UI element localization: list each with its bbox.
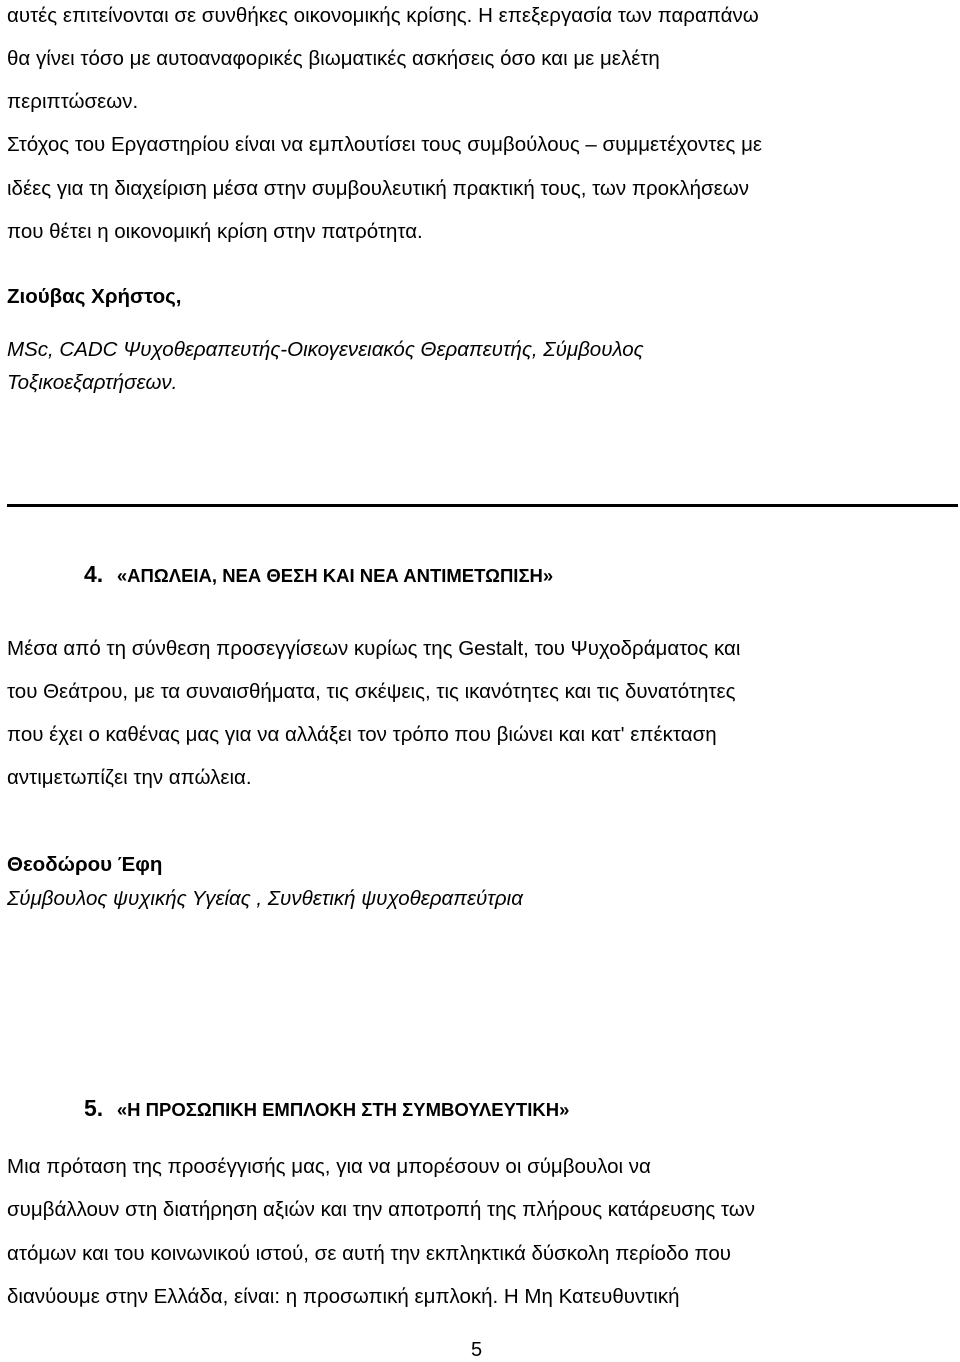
author-credentials: Τοξικοεξαρτήσεων. — [7, 371, 178, 394]
paragraph-line: διανύουμε στην Ελλάδα, είναι: η προσωπική εμπλοκή. Η Μη Κατευθυντική — [7, 1285, 680, 1308]
page-number: 5 — [471, 1339, 483, 1361]
author-name: Ζιούβας Χρήστος, — [7, 285, 182, 308]
paragraph-line: συμβάλλουν στη διατήρηση αξιών και την αποτροπή της πλήρους κατάρευσης των — [7, 1198, 755, 1221]
paragraph-line: θα γίνει τόσο με αυτοαναφορικές βιωματικές ασκήσεις όσο και με μελέτη — [7, 47, 660, 70]
section-number: 5. — [84, 1095, 104, 1121]
author-role: Σύμβουλος ψυχικής Υγείας , Συνθετική ψυχοθεραπεύτρια — [7, 887, 523, 910]
paragraph-line: Μια πρόταση της προσέγγισής μας, για να μπορέσουν οι σύμβουλοι να — [7, 1155, 651, 1178]
paragraph-line: Στόχος του Εργαστηρίου είναι να εμπλουτίσει τους συμβούλους – συμμετέχοντες με — [7, 133, 763, 156]
paragraph-line: περιπτώσεων. — [7, 90, 139, 113]
paragraph-line: ατόμων και του κοινωνικού ιστού, σε αυτή την εκπληκτικά δύσκολη περίοδο που — [7, 1242, 731, 1265]
paragraph-line: που έχει ο καθένας μας για να αλλάξει τον τρόπο που βιώνει και κατ' επέκταση — [7, 723, 717, 746]
paragraph-line: που θέτει η οικονομική κρίση στην πατρότητα. — [7, 220, 423, 243]
paragraph-line: Μέσα από τη σύνθεση προσεγγίσεων κυρίως της Gestalt, του Ψυχοδράματος και — [7, 637, 741, 660]
author-credentials: MSc, CADC Ψυχοθεραπευτής-Οικογενειακός Θεραπευτής, Σύμβουλος — [7, 338, 644, 361]
section-title: «ΑΠΩΛΕΙΑ, ΝΕΑ ΘΕΣΗ ΚΑΙ ΝΕΑ ΑΝΤΙΜΕΤΩΠΙΣΗ» — [116, 565, 554, 586]
section-title: «Η ΠΡΟΣΩΠΙΚΗ ΕΜΠΛΟΚΗ ΣΤΗ ΣΥΜΒΟΥΛΕΥΤΙΚΗ» — [116, 1099, 570, 1120]
section-heading — [84, 562, 553, 588]
paragraph-line: αντιμετωπίζει την απώλεια. — [7, 766, 252, 789]
paragraph-line: ιδέες για τη διαχείριση μέσα στην συμβουλευτική πρακτική τους, των προκλήσεων — [7, 177, 750, 200]
paragraph-line: αυτές επιτείνονται σε συνθήκες οικονομικής κρίσης. Η επεξεργασία των παραπάνω — [7, 4, 759, 27]
section-heading — [84, 1096, 569, 1122]
paragraph-line: του Θεάτρου, με τα συναισθήματα, τις σκέψεις, τις ικανότητες και τις δυνατότητες — [7, 680, 736, 703]
section-divider — [7, 504, 958, 507]
author-name: Θεοδώρου Έφη — [7, 853, 163, 876]
section-number: 4. — [84, 561, 104, 587]
